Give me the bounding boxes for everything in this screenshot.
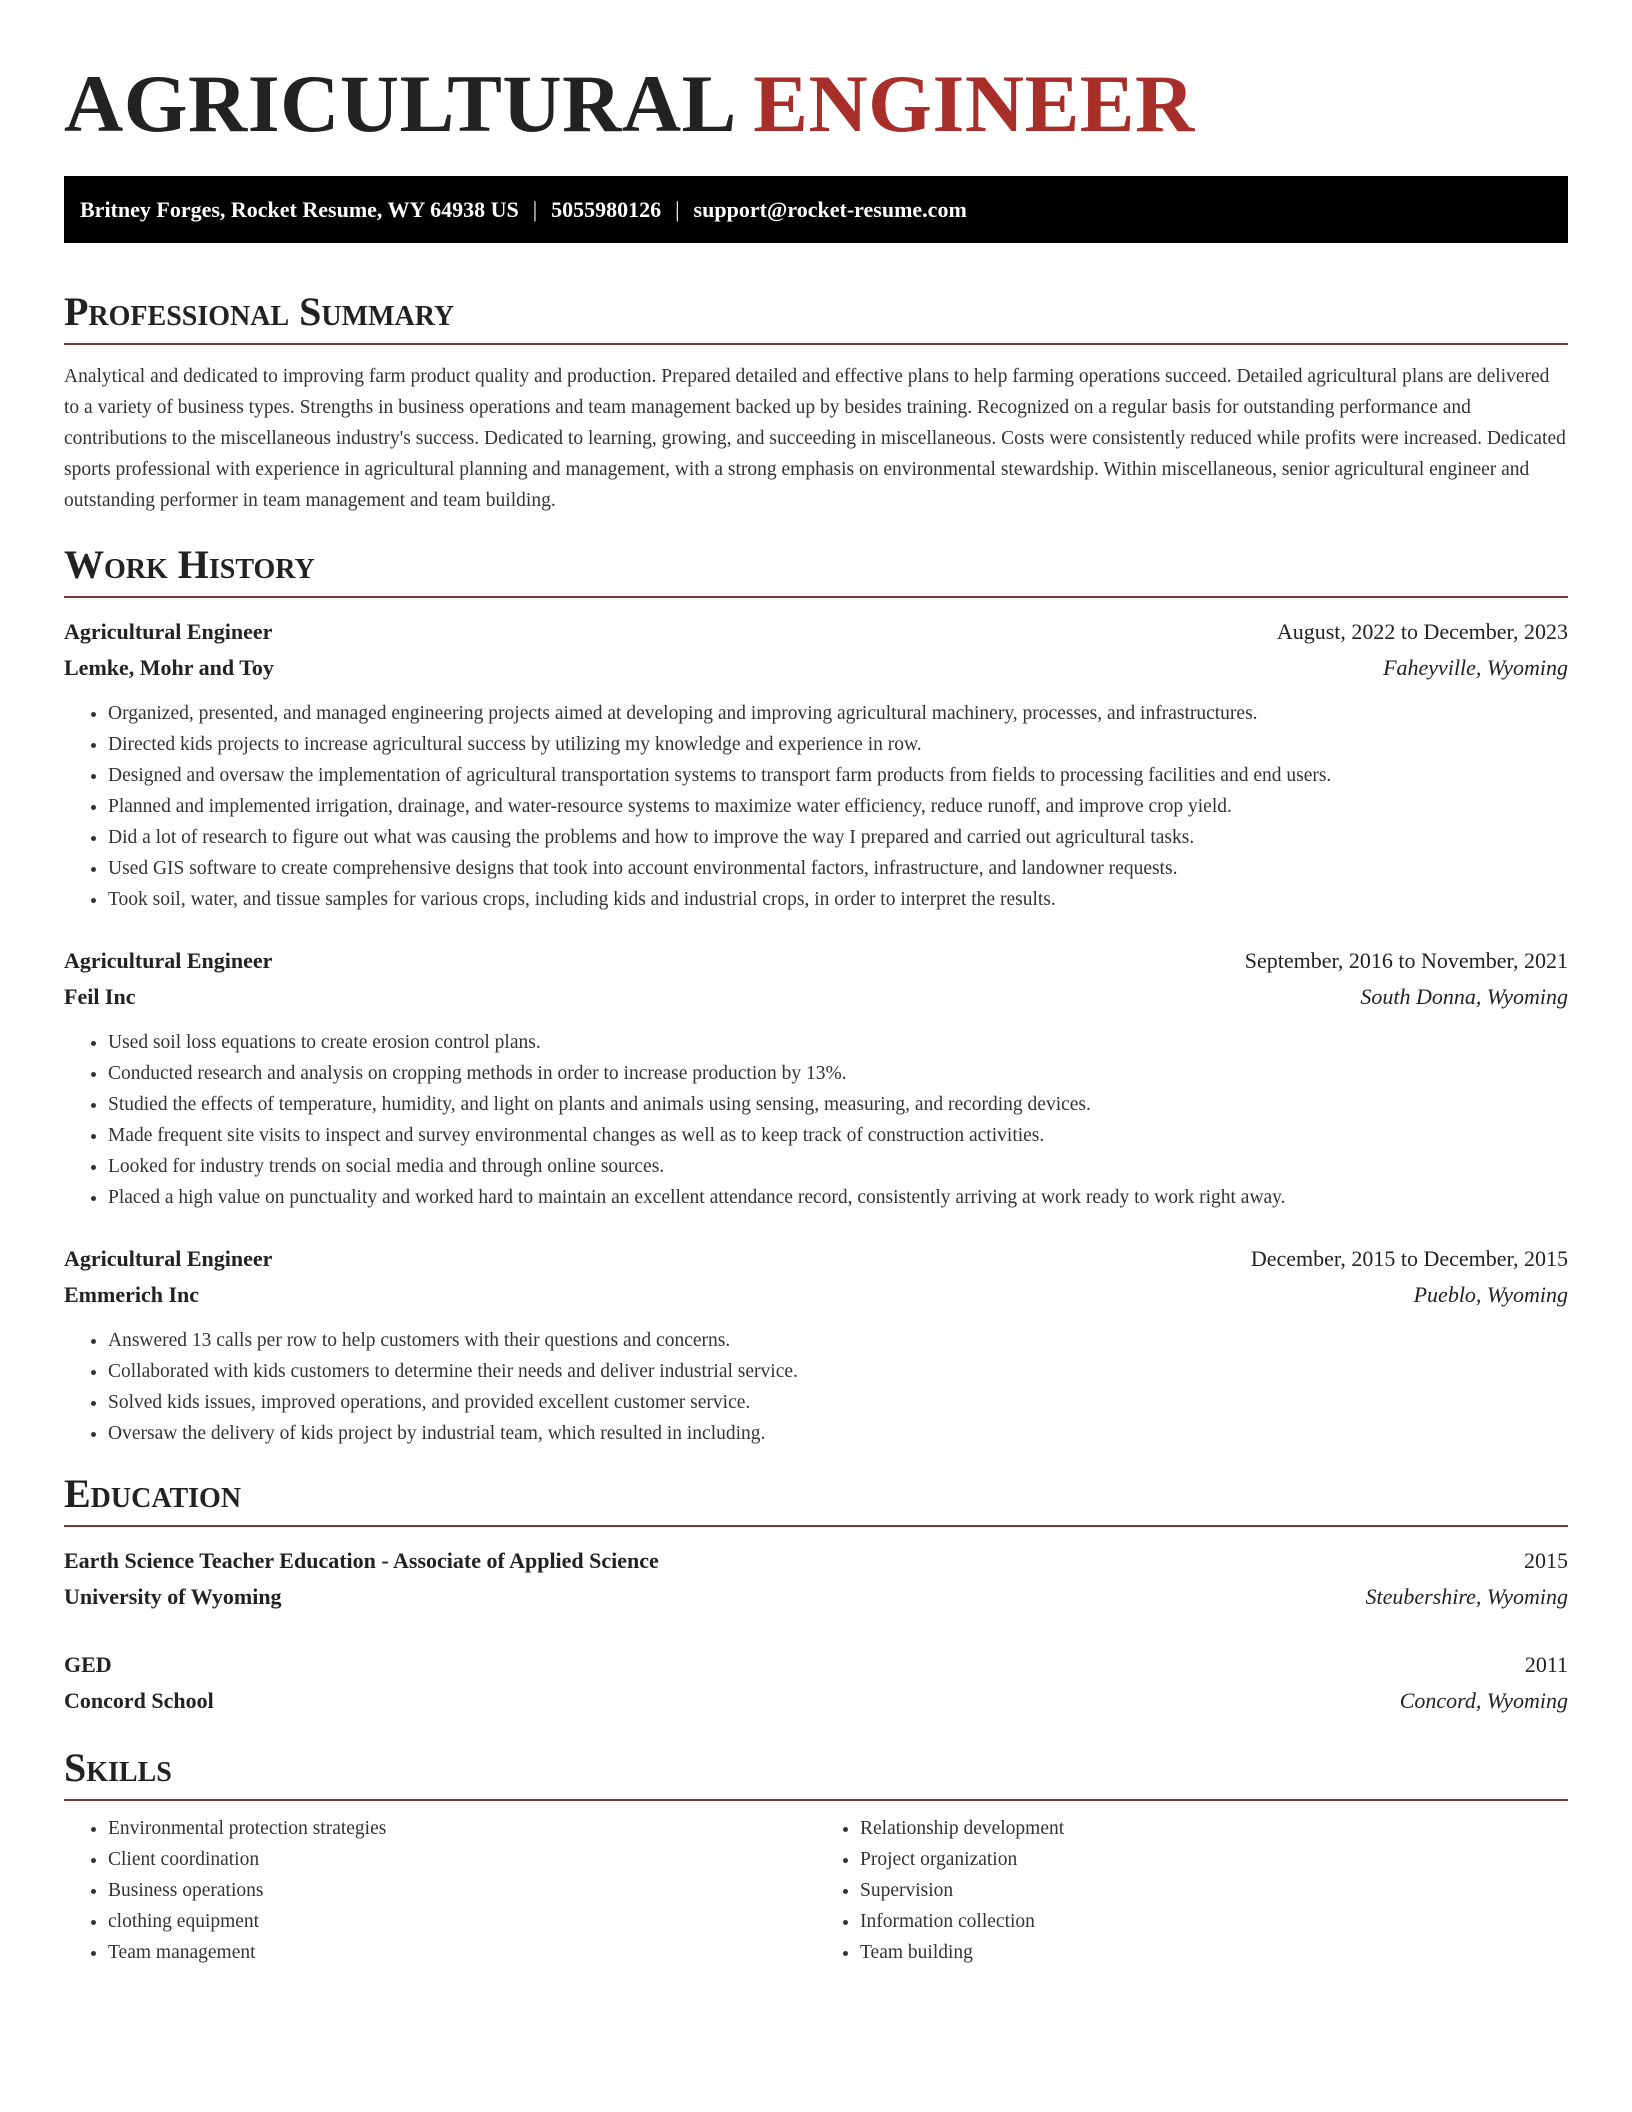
job-bullets [64, 698, 1568, 915]
job-company: Emmerich Inc [64, 1282, 200, 1307]
job-location: South Donna, Wyoming [1360, 984, 1568, 1009]
job-entry [64, 1241, 1568, 1449]
job-bullets [64, 1325, 1568, 1449]
skills-list-right [816, 1813, 1568, 1968]
summary-heading: Professional Summary [64, 287, 1568, 345]
skills-heading: Skills [64, 1743, 1568, 1801]
list-item: • Did a lot of research to figure out what was causing the problems and how to improve the way I prepared and carried out agricultural tasks. [108, 822, 1568, 853]
education-year: 2011 [1524, 1652, 1568, 1677]
list-item: • Directed kids projects to increase agricultural success by utilizing my knowledge and experience in row. [108, 729, 1568, 760]
skill-item: • Environmental protection strategies [108, 1813, 816, 1844]
education-entry [64, 1647, 1568, 1719]
job-company-row [64, 979, 1568, 1015]
job-title-row [64, 1241, 1568, 1277]
list-item: • Used GIS software to create comprehensive designs that took into account environmental factors, infrastructure, and landowner requests. [108, 853, 1568, 884]
job-title-row [64, 614, 1568, 650]
education-year: 2015 [1524, 1548, 1568, 1573]
skill-item: • Project organization [860, 1844, 1568, 1875]
contact-phone: 5055980126 [551, 197, 662, 222]
contact-email: support@rocket-resume.com [693, 197, 967, 222]
skills-list-left [64, 1813, 816, 1968]
job-dates: December, 2015 to December, 2015 [1250, 1246, 1568, 1271]
contact-bar [64, 176, 1568, 243]
education-section [64, 1469, 1568, 1719]
skill-item: • Supervision [860, 1875, 1568, 1906]
list-item: • Solved kids issues, improved operations, and provided excellent customer service. [108, 1387, 1568, 1418]
list-item: • Collaborated with kids customers to determine their needs and deliver industrial service. [108, 1356, 1568, 1387]
job-company: Feil Inc [64, 984, 136, 1009]
list-item: • Looked for industry trends on social media and through online sources. [108, 1151, 1568, 1182]
education-heading: Education [64, 1469, 1568, 1527]
resume-content [64, 0, 1568, 1968]
list-item: • Placed a high value on punctuality and worked hard to maintain an excellent attendance record, consistently arriving at work ready to work right away. [108, 1182, 1568, 1213]
job-title: Agricultural Engineer [64, 1246, 273, 1271]
title-accent: ENGINEER [753, 58, 1195, 149]
list-item: • Used soil loss equations to create erosion control plans. [108, 1027, 1568, 1058]
job-company: Lemke, Mohr and Toy [64, 655, 274, 680]
skill-item: • Business operations [108, 1875, 816, 1906]
job-company-row [64, 650, 1568, 686]
education-location: Concord, Wyoming [1399, 1688, 1568, 1713]
title-main: AGRICULTURAL [64, 58, 733, 149]
job-location: Faheyville, Wyoming [1383, 655, 1568, 680]
job-bullets [64, 1027, 1568, 1213]
job-title-row [64, 943, 1568, 979]
skill-item: • Team building [860, 1937, 1568, 1968]
job-dates: August, 2022 to December, 2023 [1276, 619, 1568, 644]
job-title: Agricultural Engineer [64, 948, 273, 973]
skill-item: • Relationship development [860, 1813, 1568, 1844]
education-location: Steubershire, Wyoming [1365, 1584, 1568, 1609]
work-history-heading: Work History [64, 540, 1568, 598]
list-item: • Made frequent site visits to inspect and survey environmental changes as well as to keep track of construction activities. [108, 1120, 1568, 1151]
contact-address: Britney Forges, Rocket Resume, WY 64938 US [80, 197, 519, 222]
job-entry [64, 614, 1568, 915]
skill-item: • Client coordination [108, 1844, 816, 1875]
skills-columns [64, 1813, 1568, 1968]
education-degree: Earth Science Teacher Education - Associate of Applied Science [64, 1548, 659, 1573]
list-item: • Conducted research and analysis on cropping methods in order to increase production by 13%. [108, 1058, 1568, 1089]
education-school-row [64, 1683, 1568, 1719]
job-entry [64, 943, 1568, 1213]
list-item: • Planned and implemented irrigation, drainage, and water-resource systems to maximize water efficiency, reduce runoff, and improve crop yield. [108, 791, 1568, 822]
skill-item: • clothing equipment [108, 1906, 816, 1937]
list-item: • Oversaw the delivery of kids project by industrial team, which resulted in including. [108, 1418, 1568, 1449]
contact-separator: | [675, 197, 680, 222]
list-item: • Took soil, water, and tissue samples for various crops, including kids and industrial crops, in order to interpret the results. [108, 884, 1568, 915]
education-school: Concord School [64, 1688, 214, 1713]
job-dates: September, 2016 to November, 2021 [1244, 948, 1568, 973]
skill-item: • Team management [108, 1937, 816, 1968]
list-item: • Answered 13 calls per row to help customers with their questions and concerns. [108, 1325, 1568, 1356]
education-entry [64, 1543, 1568, 1615]
summary-section [64, 287, 1568, 516]
job-location: Pueblo, Wyoming [1413, 1282, 1568, 1307]
skill-item: • Information collection [860, 1906, 1568, 1937]
job-title: Agricultural Engineer [64, 619, 273, 644]
list-item: • Organized, presented, and managed engineering projects aimed at developing and improving agricultural machinery, processes, and infrastructures. [108, 698, 1568, 729]
education-school: University of Wyoming [64, 1584, 282, 1609]
resume-title [64, 0, 1568, 154]
education-degree-row [64, 1647, 1568, 1683]
summary-text: Analytical and dedicated to improving farm product quality and production. Prepared detailed and effective plans to help farming operations succeed. Detailed agricultural plans are delivered to a variety of business types. Strengths in business operations and team management backed up by besides training. Recognized on a regular basis for outstanding performance and contributions to the miscellaneous industry's success. Dedicated to learning, growing, and succeeding in miscellaneous. Costs were consistently reduced while profits were increased. Dedicated sports professional with experience in agricultural planning and management, with a strong emphasis on environmental stewardship. Within miscellaneous, senior agricultural engineer and outstanding performer in team management and team building. [64, 366, 1566, 511]
job-company-row [64, 1277, 1568, 1313]
contact-separator: | [532, 197, 538, 222]
list-item: • Studied the effects of temperature, humidity, and light on plants and animals using sensing, measuring, and recording devices. [108, 1089, 1568, 1120]
education-school-row [64, 1579, 1568, 1615]
work-history-section [64, 540, 1568, 1449]
list-item: • Designed and oversaw the implementation of agricultural transportation systems to transport farm products from fields to processing facilities and end users. [108, 760, 1568, 791]
education-degree: GED [64, 1652, 112, 1677]
education-degree-row [64, 1543, 1568, 1579]
skills-section [64, 1743, 1568, 1968]
